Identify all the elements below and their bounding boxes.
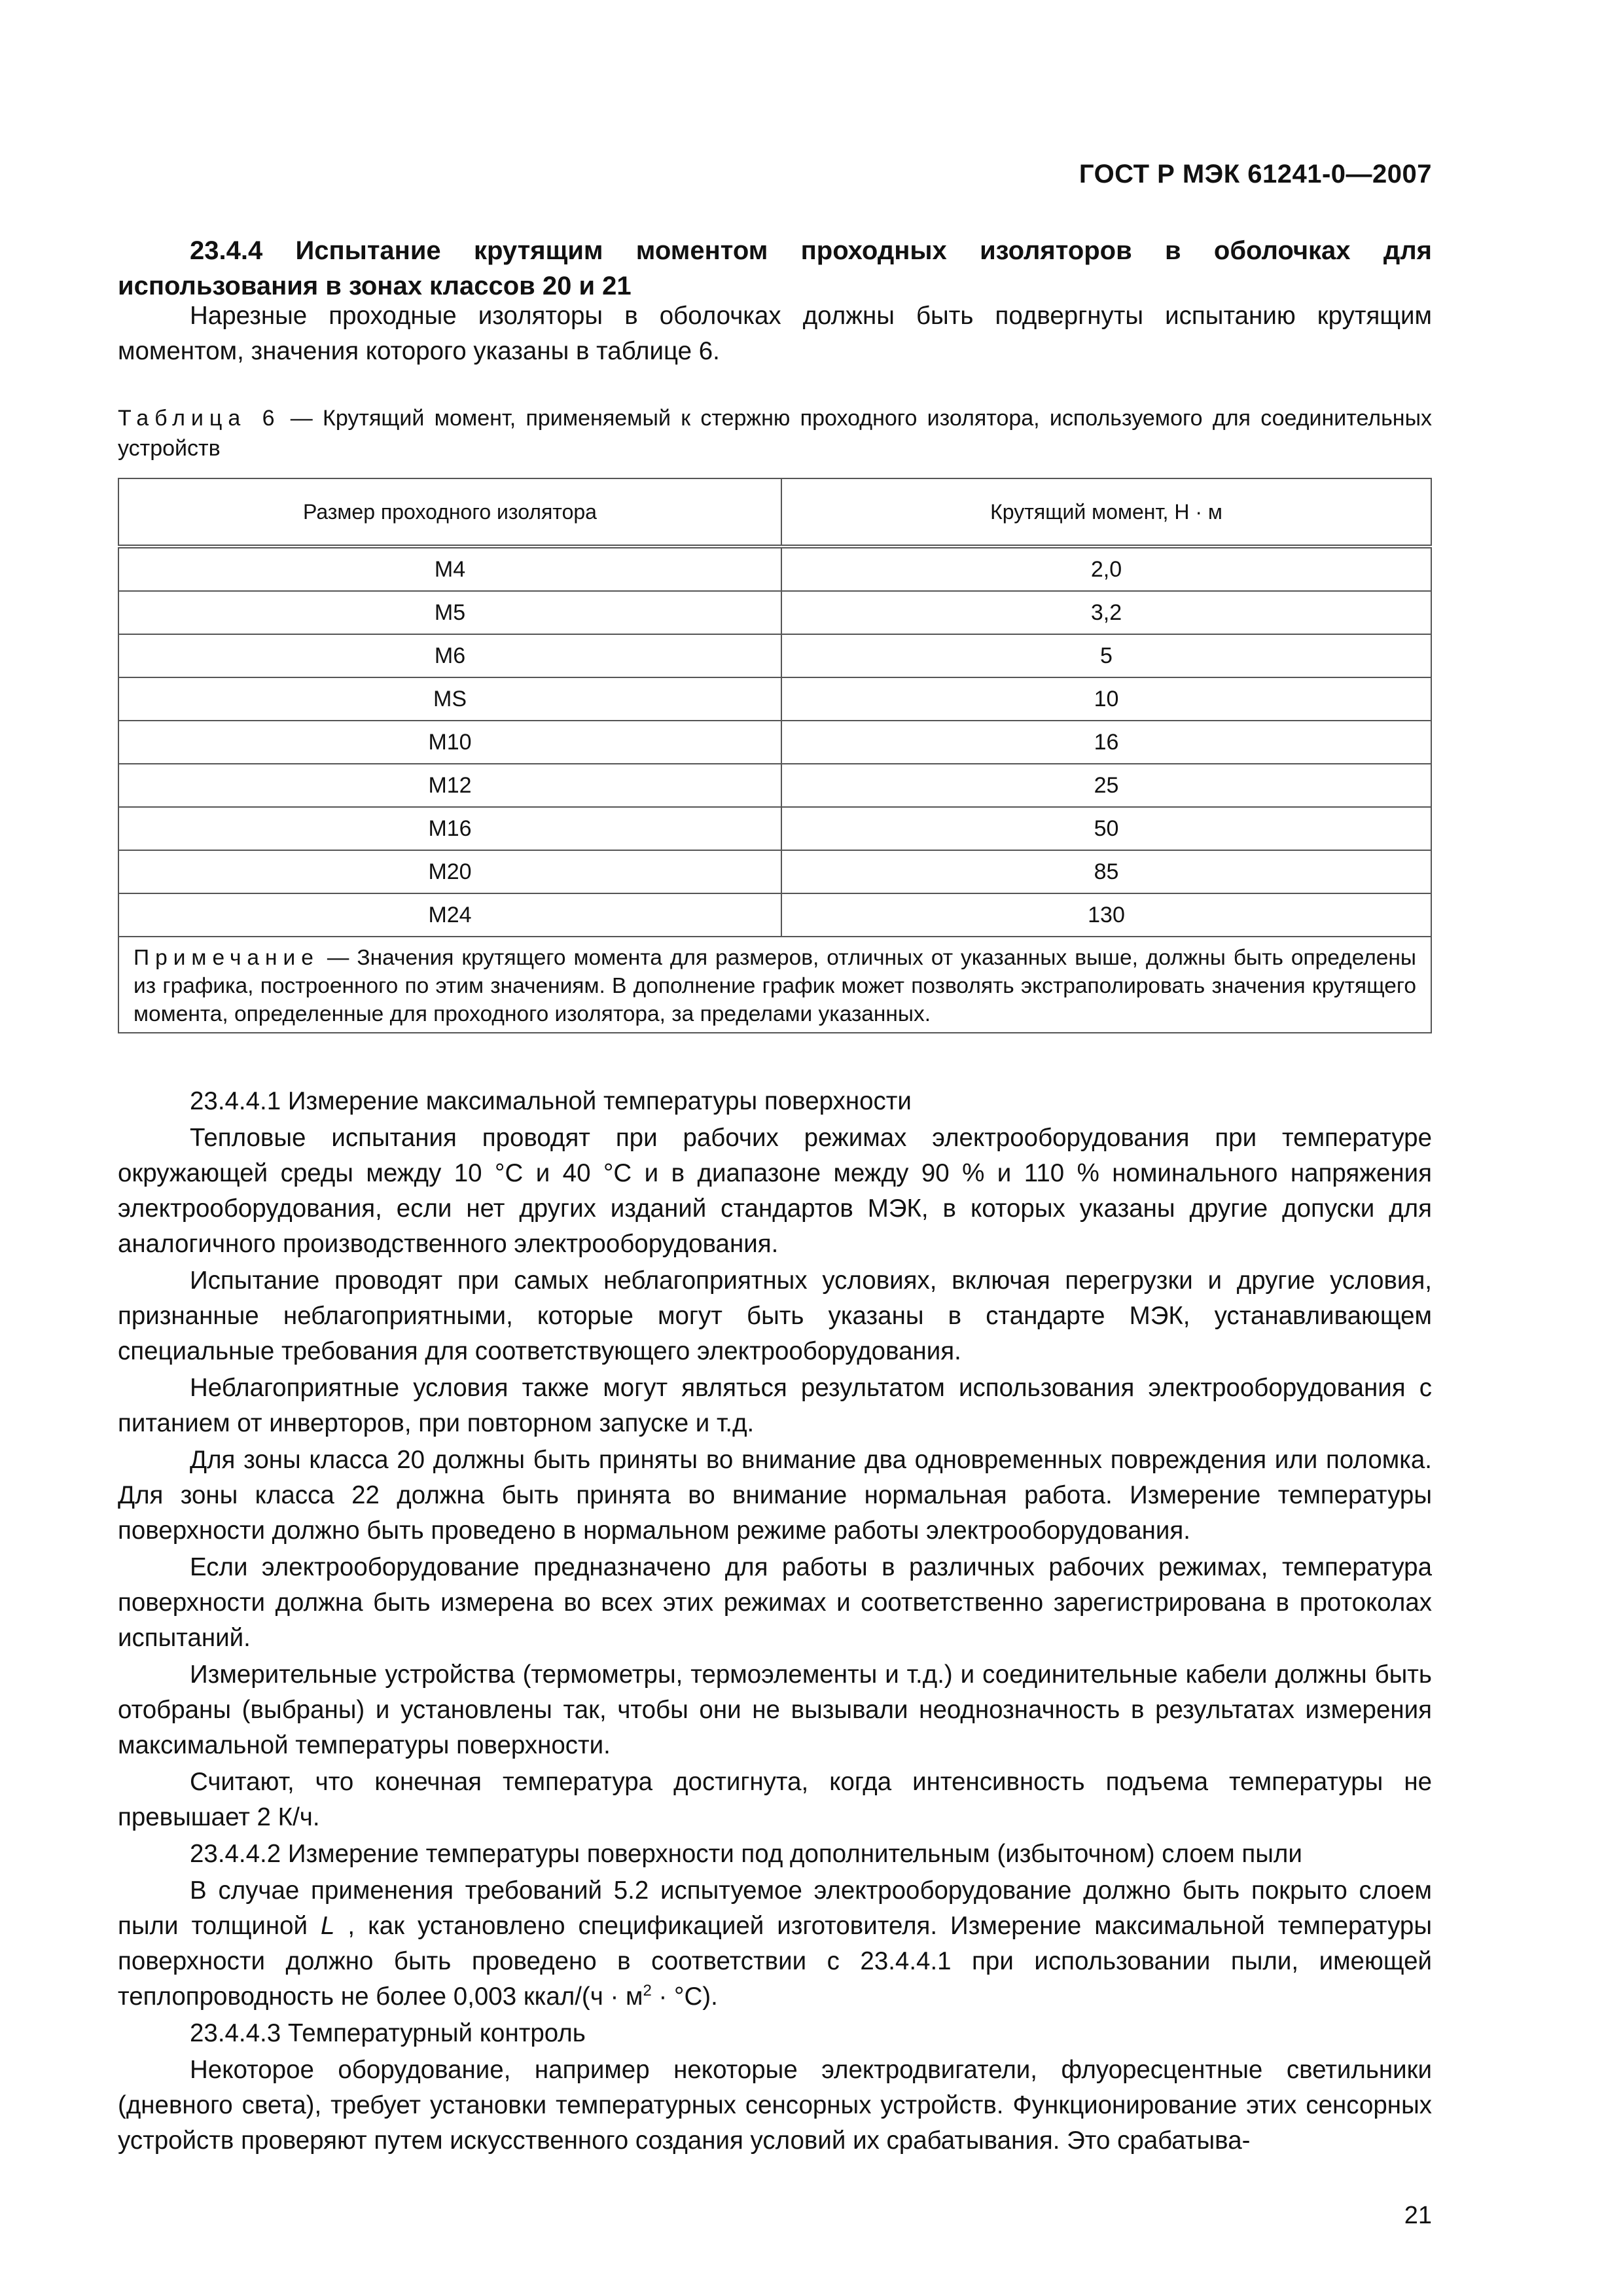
cell-size: MS [118, 677, 781, 721]
cell-torque: 5 [781, 634, 1431, 677]
table-row [118, 850, 1431, 893]
table-row [118, 764, 1431, 807]
torque-table [118, 478, 1432, 1033]
section-intro [118, 298, 1432, 369]
paragraph-2: Испытание проводят при самых неблагоприятных условиях, включая перегрузки и другие условия, признанные неблагоприятными, которые могут быть указаны в стандарте МЭК, устанавливающем специальные требования для соответствующего электрооборудования. [118, 1266, 1432, 1365]
paragraph-3: Неблагоприятные условия также могут являться результатом использования электрооборудования с питанием от инверторов, при повторном запуске и т.д. [118, 1374, 1432, 1437]
paragraph-8-part-b: , как установлено спецификацией изготовителя. Измерение максимальной температуры поверхности должно быть проведено в соответствии с 23.4.4.1 при использовании пыли, имеющей теплопроводность не более 0,003 ккал/(ч · м [118, 1912, 1432, 2011]
paragraph-6: Измерительные устройства (термометры, термоэлементы и т.д.) и соединительные кабели должны быть отобраны (выбраны) и установлены так, чтобы они не вызывали неоднозначность в результатах измерения максимальной температуры поверхности. [118, 1660, 1432, 1759]
superscript-2: 2 [643, 1982, 652, 2000]
header-torque: Крутящий момент, Н · м [781, 478, 1431, 547]
cell-size: M10 [118, 721, 781, 764]
table-row [118, 634, 1431, 677]
cell-torque: 3,2 [781, 591, 1431, 634]
paragraph-1: Тепловые испытания проводят при рабочих режимах электрооборудования при температуре окружающей среды между 10 °С и 40 °С и в диапазоне между 90 % и 110 % номинального напряжения электрооборудования, если нет других изданий стандартов МЭК, в которых указаны другие допуски для аналогичного производственного электрооборудования. [118, 1124, 1432, 1258]
section-title: 23.4.4 Испытание крутящим моментом проходных изоляторов в оболочках для использования в зонах классов 20 и 21 [118, 236, 1432, 300]
cell-size: M12 [118, 764, 781, 807]
table-header-row [118, 478, 1431, 547]
paragraph-7: Считают, что конечная температура достигнута, когда интенсивность подъема температуры не превышает 2 К/ч. [118, 1768, 1432, 1831]
paragraph-9: Некоторое оборудование, например некоторые электродвигатели, флуоресцентные светильники (дневного света), требует установки температурных сенсорных устройств. Функционирование этих сенсорных устройств проверяют путем искусственного создания условий их срабатывания. Это срабатыва- [118, 2056, 1432, 2155]
paragraph-8-part-a: В случае применения требований 5.2 испытуемое электрооборудование должно быть покрыто слоем пыли толщиной [118, 1876, 1432, 1940]
cell-torque: 10 [781, 677, 1431, 721]
cell-size: M20 [118, 850, 781, 893]
cell-size: M6 [118, 634, 781, 677]
table-note [118, 937, 1431, 1033]
note-text: — Значения крутящего момента для размеров, отличных от указанных выше, должны быть определены из графика, построенного по этим значениям. В дополнение график может позволять экстраполировать значения крутящего момента, определенные для проходного изолятора, за пределами указанных. [134, 946, 1416, 1026]
table-row [118, 677, 1431, 721]
cell-size: M4 [118, 547, 781, 591]
table-row [118, 547, 1431, 591]
cell-torque: 16 [781, 721, 1431, 764]
subsection-title-1: 23.4.4.1 Измерение максимальной температуры поверхности [190, 1087, 912, 1115]
header-size: Размер проходного изолятора [118, 478, 781, 547]
variable-L: L [321, 1912, 335, 1940]
paragraph-4: Для зоны класса 20 должны быть приняты во внимание два одновременных повреждения или поломка. Для зоны класса 22 должна быть принята во внимание нормальная работа. Измерение температуры поверхности должно быть проведено в нормальном режиме работы электрооборудования. [118, 1446, 1432, 1545]
cell-size: M24 [118, 893, 781, 937]
cell-size: M16 [118, 807, 781, 850]
table-caption-text: — Крутящий момент, применяемый к стержню проходного изолятора, используемого для соединительных устройств [118, 406, 1433, 461]
cell-torque: 50 [781, 807, 1431, 850]
subsection-title-3: 23.4.4.3 Температурный контроль [190, 2019, 586, 2047]
cell-torque: 25 [781, 764, 1431, 807]
intro-paragraph: Нарезные проходные изоляторы в оболочках должны быть подвергнуты испытанию крутящим моментом, значения которого указаны в таблице 6. [118, 302, 1432, 365]
table-row [118, 807, 1431, 850]
cell-torque: 85 [781, 850, 1431, 893]
table-caption-label: Таблица 6 [118, 406, 281, 431]
page-number: 21 [1404, 2202, 1432, 2229]
document-code: ГОСТ Р МЭК 61241-0—2007 [1079, 160, 1432, 188]
table-row [118, 591, 1431, 634]
note-label: Примечание [134, 946, 319, 970]
cell-torque: 130 [781, 893, 1431, 937]
paragraph-8 [118, 1873, 1432, 2015]
cell-torque: 2,0 [781, 547, 1431, 591]
table-note-row [118, 937, 1431, 1033]
table-caption [118, 403, 1432, 463]
body-text [118, 1084, 1432, 2160]
subsection-title-2: 23.4.4.2 Измерение температуры поверхности под дополнительным (избыточном) слоем пыли [190, 1840, 1302, 1868]
cell-size: M5 [118, 591, 781, 634]
table-row [118, 893, 1431, 937]
paragraph-8-part-c: · °С). [651, 1982, 718, 2011]
paragraph-5: Если электрооборудование предназначено для работы в различных рабочих режимах, температура поверхности должна быть измерена во всех этих режимах и соответственно зарегистрирована в протоколах испытаний. [118, 1553, 1432, 1652]
table-row [118, 721, 1431, 764]
